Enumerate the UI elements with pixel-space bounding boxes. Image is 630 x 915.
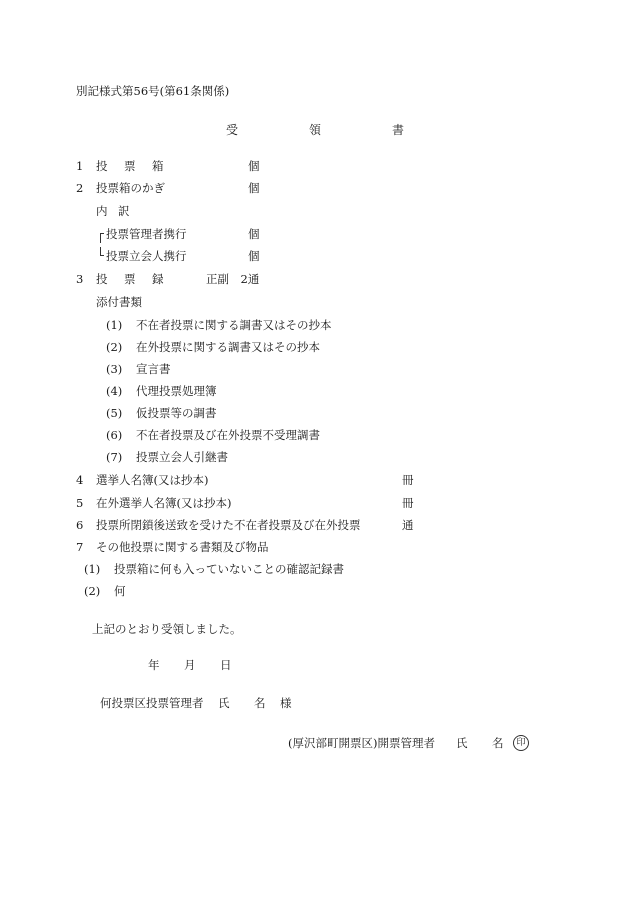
title-char-3: 書: [392, 123, 405, 137]
item-3-count: 正副 2通: [206, 272, 260, 286]
addressee-sama: 様: [280, 696, 292, 710]
item-1-char-3: 箱: [152, 159, 164, 173]
item-2-number: 2: [76, 181, 84, 195]
signer-shi: 氏: [456, 736, 468, 750]
item-4-number: 4: [76, 473, 84, 487]
doc-4-label: 代理投票処理簿: [136, 384, 217, 398]
item-6-label: 投票所閉鎖後送致を受けた不在者投票及び在外投票: [96, 518, 361, 532]
sub-item-2-unit: 個: [248, 249, 260, 263]
doc-2-label: 在外投票に関する調書又はその抄本: [136, 340, 320, 354]
bracket-top: [100, 233, 104, 243]
doc-5-label: 仮投票等の調書: [136, 406, 217, 420]
item-1-char-1: 投: [96, 159, 108, 173]
signer-label: (厚沢部町開票区)開票管理者: [288, 736, 435, 750]
doc-7-label: 投票立会人引継書: [136, 450, 228, 464]
item-7-label: その他投票に関する書類及び物品: [96, 540, 269, 554]
breakdown-char-1: 内: [96, 204, 108, 218]
item-2-label: 投票箱のかぎ: [96, 181, 165, 195]
signer-mei: 名: [492, 736, 504, 750]
bracket-bottom: [100, 247, 104, 256]
doc-1-number: (1): [106, 318, 123, 332]
item-7-number: 7: [76, 540, 84, 554]
other-1-number: (1): [84, 562, 101, 576]
item-1-char-2: 票: [124, 159, 136, 173]
item-5-label: 在外選挙人名簿(又は抄本): [96, 496, 232, 510]
item-1-number: 1: [76, 159, 84, 173]
title-char-2: 領: [309, 123, 322, 137]
date-day: 日: [220, 658, 232, 672]
addressee-label: 何投票区投票管理者: [100, 696, 204, 710]
item-6-number: 6: [76, 518, 84, 532]
doc-1-label: 不在者投票に関する調書又はその抄本: [136, 318, 332, 332]
doc-6-number: (6): [106, 428, 123, 442]
other-1-label: 投票箱に何も入っていないことの確認記録書: [114, 562, 344, 576]
doc-2-number: (2): [106, 340, 123, 354]
sub-item-1-label: 投票管理者携行: [106, 227, 187, 241]
item-4-unit: 冊: [402, 473, 414, 487]
item-1-unit: 個: [248, 159, 260, 173]
item-5-number: 5: [76, 496, 84, 510]
item-4-label: 選挙人名簿(又は抄本): [96, 473, 209, 487]
item-3-char-3: 録: [152, 272, 164, 286]
item-5-unit: 冊: [402, 496, 414, 510]
date-month: 月: [184, 658, 196, 672]
breakdown-char-2: 訳: [118, 204, 130, 218]
form-number: 別記様式第56号(第61条関係): [76, 84, 230, 98]
addressee-mei: 名: [254, 696, 266, 710]
receipt-statement: 上記のとおり受領しました。: [92, 622, 242, 636]
doc-5-number: (5): [106, 406, 123, 420]
doc-3-label: 宣言書: [136, 362, 171, 376]
item-6-unit: 通: [402, 518, 414, 532]
addressee-shi: 氏: [218, 696, 230, 710]
sub-item-2-label: 投票立会人携行: [106, 249, 187, 263]
other-2-label: 何: [114, 584, 126, 598]
doc-6-label: 不在者投票及び在外投票不受理調書: [136, 428, 320, 442]
doc-3-number: (3): [106, 362, 123, 376]
seal-mark: 印: [513, 735, 529, 751]
sub-item-1-unit: 個: [248, 227, 260, 241]
doc-7-number: (7): [106, 450, 123, 464]
attached-documents-label: 添付書類: [96, 295, 142, 309]
item-3-char-1: 投: [96, 272, 108, 286]
doc-4-number: (4): [106, 384, 123, 398]
other-2-number: (2): [84, 584, 101, 598]
title-char-1: 受: [226, 123, 239, 137]
date-year: 年: [148, 658, 160, 672]
item-2-unit: 個: [248, 181, 260, 195]
item-3-char-2: 票: [124, 272, 136, 286]
item-3-number: 3: [76, 272, 84, 286]
